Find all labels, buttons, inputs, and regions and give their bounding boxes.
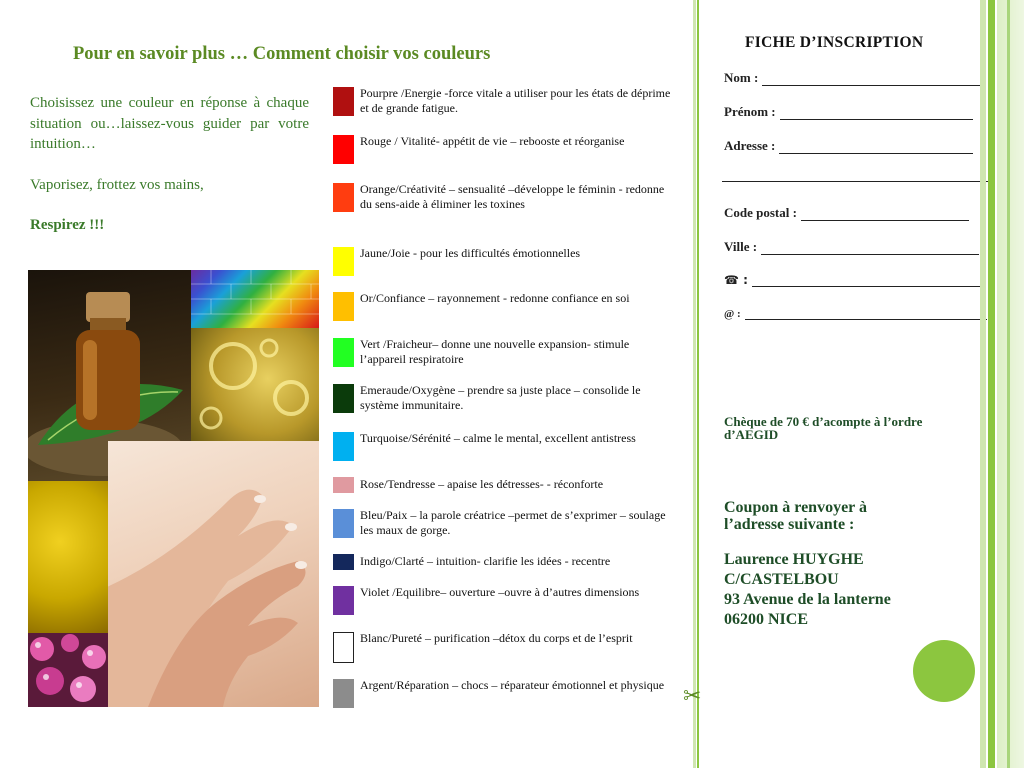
rainbow-bricks-photo [191, 270, 319, 328]
cheque-note: Chèque de 70 € d’acompte à l’ordre d’AEGID [724, 414, 923, 442]
nom-field[interactable] [724, 70, 980, 86]
ville-input-line[interactable] [761, 242, 979, 255]
adresse-field[interactable] [724, 138, 973, 154]
list-item [333, 134, 678, 164]
yellow-oil-photo [28, 481, 108, 633]
list-item [333, 585, 678, 615]
pink-beads-photo [28, 633, 108, 707]
code-postal-label: Code postal : [724, 205, 797, 220]
email-input-line[interactable] [745, 307, 987, 320]
email-field[interactable] [724, 307, 987, 320]
color-description: Orange/Créativité – sensualité –développe le féminin - redonne du sens-aide à éliminer les toxines [360, 182, 665, 211]
color-swatch-rouge [333, 135, 354, 164]
color-description: Bleu/Paix – la parole créatrice –permet de s’exprimer – soulage les maux de gorge. [360, 508, 666, 537]
ville-label: Ville : [724, 239, 758, 254]
vaporisez-text: Vaporisez, frottez vos mains, [30, 176, 204, 193]
prenom-field[interactable] [724, 104, 973, 120]
fold-line [697, 0, 699, 768]
color-swatch-indigo [333, 554, 354, 570]
coupon-line-2: l’adresse suivante : [724, 516, 855, 533]
color-swatch-violet [333, 586, 354, 615]
color-description: Rose/Tendresse – apaise les détresses- - réconforte [360, 477, 604, 491]
address-line-2: 93 Avenue de la lanterne [724, 591, 891, 608]
photo-collage [28, 270, 319, 707]
list-item [333, 477, 678, 493]
color-description: Violet /Equilibre– ouverture –ouvre à d’autres dimensions [360, 585, 640, 599]
color-swatch-vert [333, 338, 354, 367]
list-item [333, 337, 678, 367]
color-description: Turquoise/Sérénité – calme le mental, excellent antistress [360, 431, 636, 445]
list-item [333, 631, 678, 663]
ville-field[interactable] [724, 239, 979, 255]
intro-block [30, 93, 309, 236]
edge-bar-1 [980, 0, 986, 768]
nom-label: Nom : [724, 70, 759, 85]
code-postal-field[interactable] [724, 205, 969, 221]
address-name: Laurence HUYGHE [724, 551, 864, 568]
page-title: Pour en savoir plus … Comment choisir vos couleurs [73, 44, 491, 64]
color-swatch-bleu [333, 509, 354, 538]
color-description: Rouge / Vitalité- appétit de vie – reboostе et réorganise [360, 134, 625, 148]
edge-bar-3 [997, 0, 1024, 768]
telephone-label: ☎ : [724, 273, 748, 287]
telephone-input-line[interactable] [752, 274, 986, 287]
oil-bubbles-photo [191, 328, 319, 441]
address-line-1: C/CASTELBOU [724, 571, 839, 588]
mailing-address [724, 550, 891, 630]
coupon-instruction [724, 499, 867, 533]
adresse-input-line[interactable] [779, 141, 973, 154]
list-item [333, 246, 678, 276]
color-swatch-argent [333, 679, 354, 708]
fold-line-light [693, 0, 696, 768]
color-swatch-turquoise [333, 432, 354, 461]
color-description: Blanc/Pureté – purification –détox du corps et de l’esprit [360, 631, 633, 645]
list-item [333, 86, 678, 116]
color-swatch-pourpre [333, 87, 354, 116]
color-swatch-orange [333, 183, 354, 212]
color-description: Jaune/Joie - pour les difficultés émotionnelles [360, 246, 581, 260]
list-item [333, 291, 678, 321]
color-swatch-or [333, 292, 354, 321]
prenom-label: Prénom : [724, 104, 776, 119]
intro-text: Choisissez une couleur en réponse à chaque situation ou…laissez-vous guider par votre intuition… [30, 95, 309, 152]
nom-input-line[interactable] [762, 73, 980, 86]
color-swatch-rose [333, 477, 354, 493]
list-item [333, 182, 678, 212]
decorative-green-dot [913, 640, 975, 702]
adresse-extra-line[interactable] [722, 181, 988, 182]
list-item [333, 508, 678, 538]
color-description: Or/Confiance – rayonnement - redonne confiance en soi [360, 291, 630, 305]
color-swatch-blanc [333, 632, 354, 663]
prenom-input-line[interactable] [780, 107, 973, 120]
form-title: FICHE D’INSCRIPTION [745, 34, 924, 51]
color-description: Pourpre /Energie -force vitale a utiliser pour les états de déprime et de grande fatigue. [360, 86, 671, 115]
color-swatch-emeraude [333, 384, 354, 413]
respirez-text: Respirez !!! [30, 217, 105, 233]
color-description: Indigo/Clarté – intuition- clarifie les idées - recentre [360, 554, 611, 568]
telephone-field[interactable] [724, 273, 986, 287]
color-description: Emeraude/Oxygène – prendre sa juste place – consolide le système immunitaire. [360, 383, 641, 412]
adresse-label: Adresse : [724, 138, 776, 153]
hands-photo [108, 441, 319, 707]
coupon-line-1: Coupon à renvoyer à [724, 499, 867, 516]
list-item [333, 554, 678, 570]
email-label: @ : [724, 308, 741, 320]
address-line-3: 06200 NICE [724, 611, 809, 628]
code-postal-input-line[interactable] [801, 208, 969, 221]
list-item [333, 678, 678, 708]
color-description: Argent/Réparation – chocs – réparateur émotionnel et physique [360, 678, 665, 692]
scissors-icon: ✂ [683, 684, 702, 709]
list-item [333, 383, 678, 413]
edge-bar-4 [1007, 0, 1010, 768]
list-item [333, 431, 678, 461]
color-swatch-jaune [333, 247, 354, 276]
color-description: Vert /Fraicheur– donne une nouvelle expansion- stimule l’appareil respiratoire [360, 337, 630, 366]
edge-bar-2 [988, 0, 995, 768]
